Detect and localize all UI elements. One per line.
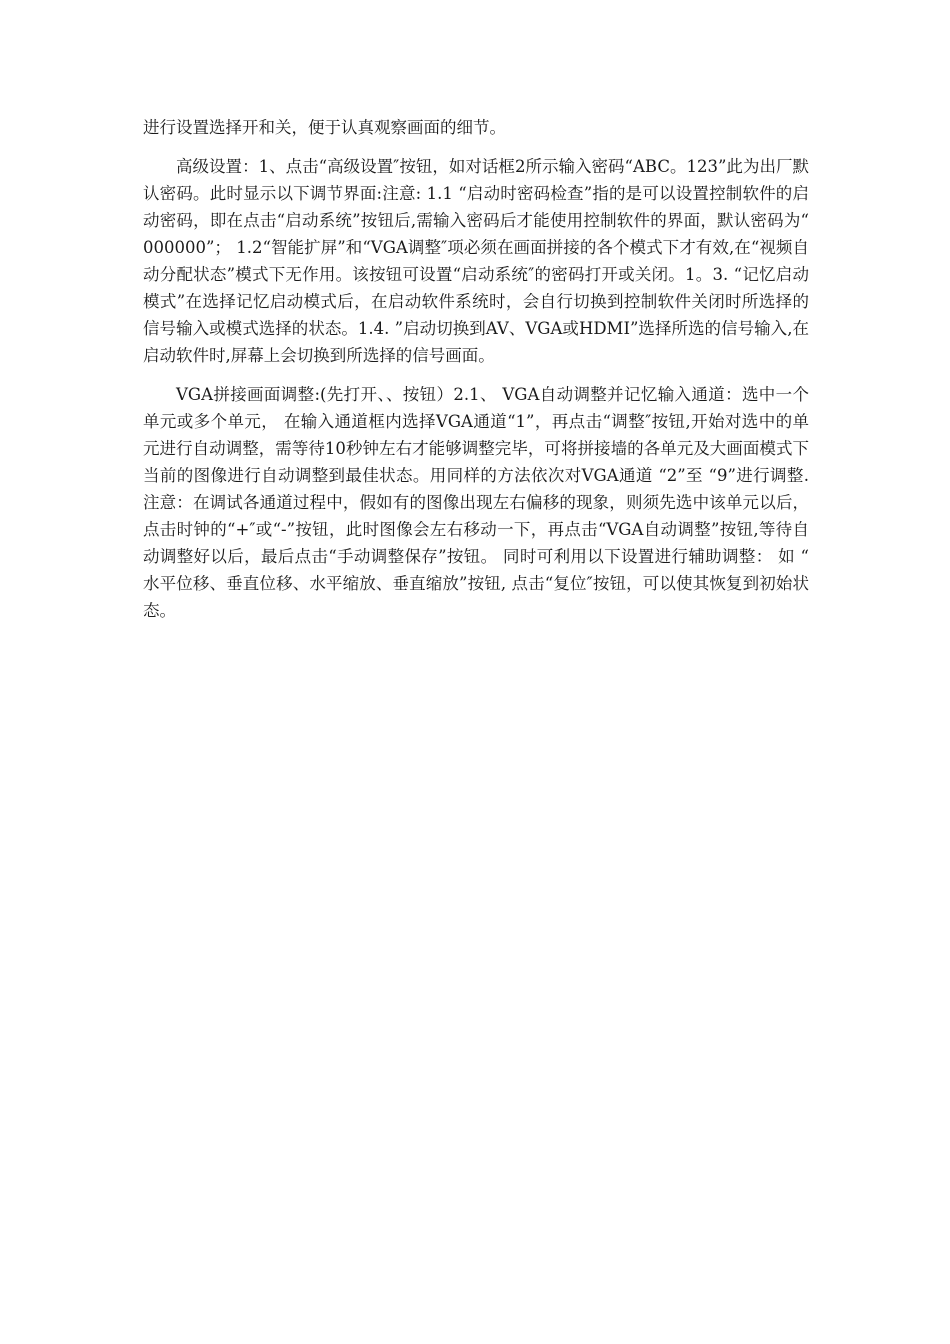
paragraph-continuation: 进行设置选择开和关，便于认真观察画面的细节。 [143, 118, 506, 137]
document-body [143, 114, 809, 636]
paragraph-advanced-settings: 高级设置：1、点击“高级设置″按钮，如对话框2所示输入密码“ABC。123”此为出厂默认密码。此时显示以下调节界面:注意: 1.1 “启动时密码检查”指的是可以设置控制软件的启动密码，即在点击“启动系统”按钮后,需输入密码后才能使用控制软件的界面，默认密码为“000000”； 1.2“智能扩屏”和“VGA调整″项必须在画面拼接的各个模式下才有效,在“视频自动分配状态”模式下无作用。该按钮可设置“启动系统″的密码打开或关闭。1。3. “记忆启动模式”在选择记忆启动模式后，在启动软件系统时，会自行切换到控制软件关闭时所选择的信号输入或模式选择的状态。1.4. ”启动切换到AV、VGA或HDMI”选择所选的信号输入,在启动软件时,屏幕上会切换到所选择的信号画面。 [143, 157, 809, 365]
paragraph-vga-adjustment: VGA拼接画面调整:(先打开、、按钮）2.1、 VGA自动调整并记忆输入通道：选中一个单元或多个单元， 在输入通道框内选择VGA通道“1”，再点击“调整″按钮,开始对选中的单元进行自动调整，需等待10秒钟左右才能够调整完毕，可将拼接墙的各单元及大画面模式下当前的图像进行自动调整到最佳状态。用同样的方法依次对VGA通道 “2”至 “9”进行调整. 注意：在调试各通道过程中，假如有的图像出现左右偏移的现象，则须先选中该单元以后，点击时钟的“+″或“-”按钮，此时图像会左右移动一下，再点击“VGA自动调整”按钮,等待自动调整好以后，最后点击“手动调整保存”按钮。 同时可利用以下设置进行辅助调整： 如 “水平位移、垂直位移、水平缩放、垂直缩放”按钮, 点击“复位″按钮，可以使其恢复到初始状态。 [143, 385, 809, 620]
